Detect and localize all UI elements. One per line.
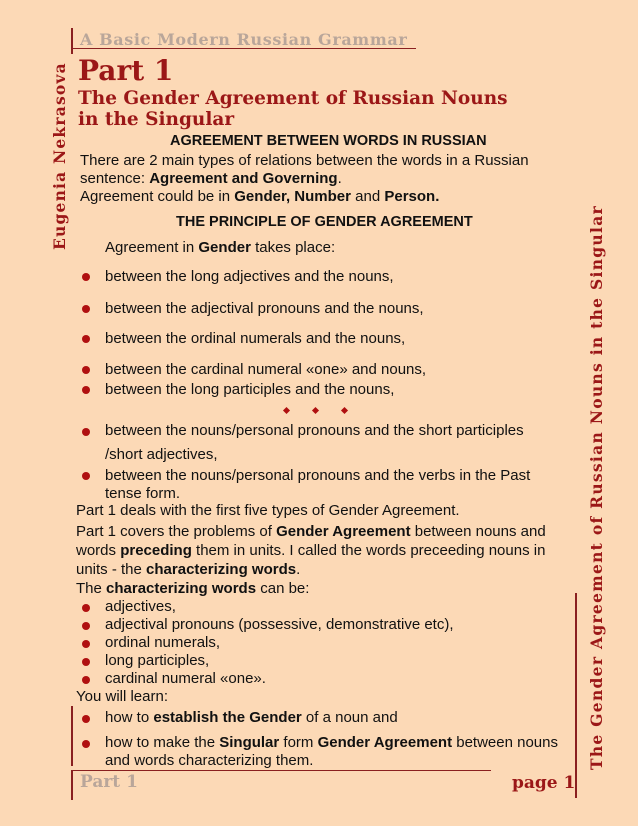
list-item: ordinal numerals, [105,634,221,651]
list-item: adjectival pronouns (possessive, demonstrative etc), [105,616,454,633]
list-item-continued: tense form. [105,485,181,502]
side-book-title: The Gender Agreement of Russian Nouns in the Singular [587,205,606,770]
diamond-separator-icon [312,407,319,414]
book-title: A Basic Modern Russian Grammar [80,30,408,49]
left-frame-line [71,28,73,54]
bullet-icon [82,640,90,648]
bullet-icon [82,305,90,313]
page-number: page 1 [512,773,576,793]
list-item: long participles, [105,652,210,669]
section-heading-principle: THE PRINCIPLE OF GENDER AGREEMENT [176,214,473,230]
diamond-separator-icon [283,407,290,414]
footer-part-label: Part 1 [80,772,138,792]
bullet-icon [82,472,90,480]
list-item-continued: and words characterizing them. [105,752,314,769]
page-subtitle [78,88,508,130]
text-line: Agreement could be in Gender, Number and Person. [80,188,440,205]
text-line: You will learn: [76,688,168,705]
list-item: adjectives, [105,598,176,615]
list-item: between the adjectival pronouns and the nouns, [105,300,424,317]
bullet-icon [82,658,90,666]
bullet-icon [82,622,90,630]
list-item: between the cardinal numeral «one» and nouns, [105,361,427,378]
bullet-icon [82,335,90,343]
list-item: how to establish the Gender of a noun and [105,709,398,726]
bullet-icon [82,428,90,436]
list-item: how to make the Singular form Gender Agreement between nouns [105,734,558,751]
bottom-left-frame-line [71,770,73,800]
list-item: cardinal numeral «one». [105,670,266,687]
bottom-frame-line [71,770,491,771]
text-line: units - the characterizing words. [76,561,301,578]
learn-box-line [71,706,73,766]
list-item: between the ordinal numerals and the nouns, [105,330,406,347]
bullet-icon [82,366,90,374]
bullet-icon [82,386,90,394]
text-line: The characterizing words can be: [76,580,310,597]
list-item-continued: /short adjectives, [105,446,218,463]
bullet-icon [82,604,90,612]
bullet-icon [82,273,90,281]
subtitle-line-2: in the Singular [78,109,235,130]
text-line: Agreement in Gender takes place: [105,239,336,256]
bullet-icon [82,715,90,723]
list-item: between the nouns/personal pronouns and the short participles [105,422,524,439]
side-author-name: Eugenia Nekrasova [50,62,69,250]
text-line: Part 1 covers the problems of Gender Agreement between nouns and [76,523,546,540]
section-heading-agreement: AGREEMENT BETWEEN WORDS IN RUSSIAN [170,133,487,149]
subtitle-line-1: The Gender Agreement of Russian Nouns [78,88,508,109]
text-line: Part 1 deals with the first five types of Gender Agreement. [76,502,460,519]
bullet-icon [82,740,90,748]
right-frame-line [575,593,577,798]
bullet-icon [82,676,90,684]
list-item: between the long participles and the nouns, [105,381,395,398]
list-item: between the long adjectives and the nouns, [105,268,394,285]
part-title: Part 1 [78,54,174,87]
list-item: between the nouns/personal pronouns and the verbs in the Past [105,467,531,484]
diamond-separator-icon [341,407,348,414]
text-line: sentence: Agreement and Governing. [80,170,342,187]
text-line: There are 2 main types of relations between the words in a Russian [80,152,529,169]
text-line: words preceding them in units. I called the words preceeding nouns in [76,542,546,559]
